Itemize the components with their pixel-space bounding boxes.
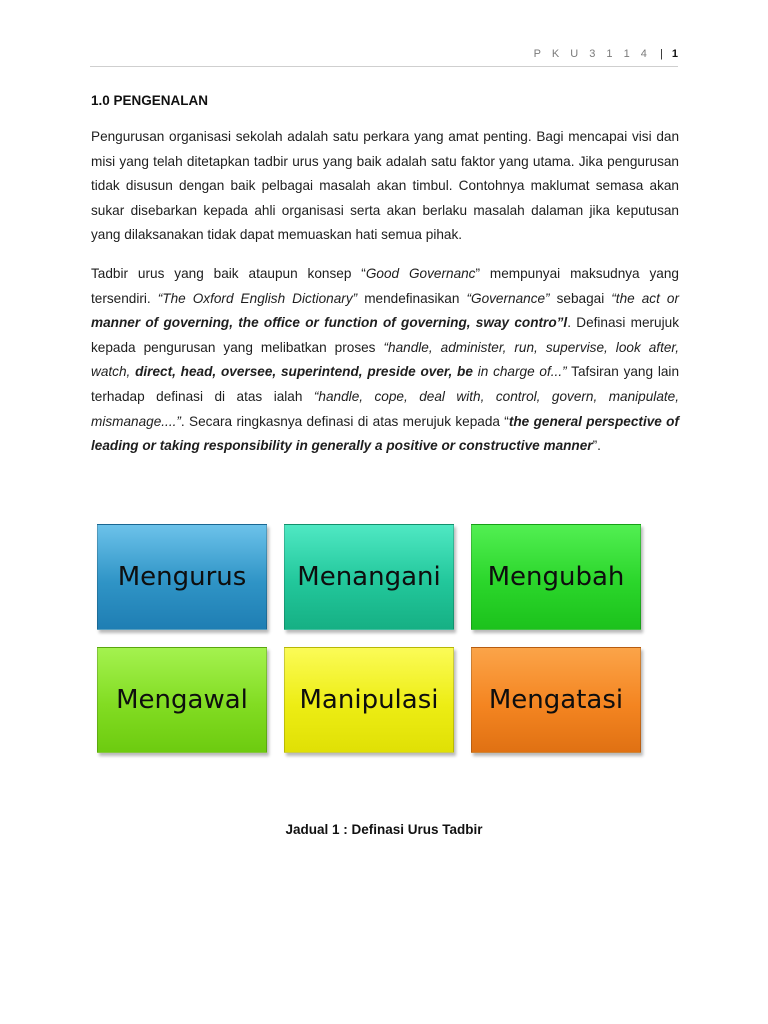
definition-box-mengawal: Mengawal — [97, 647, 267, 753]
definition-box-manipulasi: Manipulasi — [284, 647, 454, 753]
para2-text: mendefinasikan — [357, 290, 467, 306]
para2-text: ”. — [592, 438, 601, 454]
header-separator: | — [659, 48, 665, 60]
para2-text: ” mempunyai maksudnya yang tersendiri. — [91, 266, 679, 306]
paragraph-intro: Pengurusan organisasi sekolah adalah satu perkara yang amat penting. Bagi mencapai visi dan misi yang telah ditetapkan tadbir urus yang baik adalah satu faktor yang utama. Jika pengurusan tidak disusun dengan baik pelbagai masalah akan timbul. Contohnya maklumat semasa akan sukar disebarkan kepada ahli organisasi serta akan berlaku masalah dalaman jika keputusan yang dilaksanakan tidak dapat memuaskan hati semua pihak. — [91, 129, 679, 243]
para2-text: Tafsiran yang lain terhadap definasi di atas ialah — [91, 364, 680, 404]
para2-quote: “handle, cope, deal with, control, govern, manipulate, mismanage....” — [91, 388, 679, 429]
definition-box-menangani: Menangani — [284, 524, 454, 630]
section-heading: 1.0 PENGENALAN — [91, 93, 209, 108]
para2-text: . Secara ringkasnya definasi di atas merujuk kepada “ — [180, 413, 509, 429]
page-number: 1 — [671, 48, 678, 60]
para2-text: Tadbir urus yang baik ataupun konsep “ — [91, 266, 366, 281]
para2-quote: “the act or — [611, 290, 680, 306]
page-header — [534, 48, 678, 60]
para2-quote: “Governance” — [466, 290, 550, 306]
para2-quote: manner of governing, the office or function of governing, sway contro”l — [91, 315, 568, 331]
table-caption: Jadual 1 : Definasi Urus Tadbir — [285, 822, 483, 837]
definition-box-mengurus: Mengurus — [97, 524, 267, 630]
para2-quote: Good Governanc — [365, 266, 476, 281]
definition-box-mengatasi: Mengatasi — [471, 647, 641, 753]
header-rule — [90, 66, 678, 67]
para2-quote: the general perspective of leading or taking responsibility in generally a positive or constructive manner — [91, 413, 680, 454]
definition-box-mengubah: Mengubah — [471, 524, 641, 630]
para2-quote: in charge of...” — [472, 364, 567, 380]
para2-text: . Definasi merujuk kepada pengurusan yang melibatkan proses — [91, 315, 679, 355]
definition-table — [97, 524, 642, 754]
para2-quote: “The Oxford English Dictionary” — [157, 290, 358, 306]
para2-quote: direct, head, oversee, superintend, preside over, be — [130, 364, 473, 380]
paragraph-governance — [91, 262, 679, 459]
para2-text: sebagai — [549, 290, 612, 306]
course-code: P K U 3 1 1 4 — [533, 48, 651, 60]
para2-quote: “handle, administer, run, supervise, look after, watch, — [91, 339, 679, 380]
